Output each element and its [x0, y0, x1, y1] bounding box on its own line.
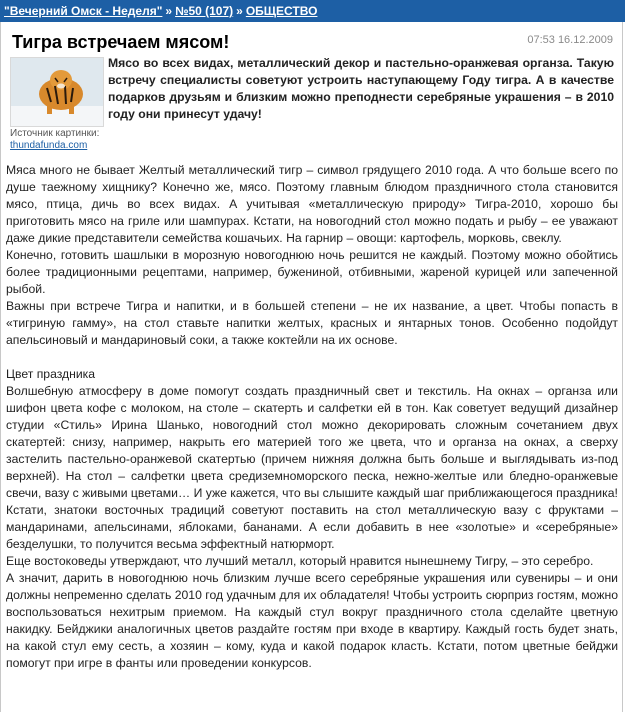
- article-lead: Мясо во всех видах, металлический декор и пастельно-оранжевая органза. Такую встречу специалисты советуют устроить наступающему Году тигра. А в качестве подарков друзьям и близким можно преподнести серебряные украшения – в 2010 году они принесут удачу!: [108, 56, 614, 121]
- breadcrumb: [0, 0, 625, 22]
- paragraph: Конечно, готовить шашлыки в морозную новогоднюю ночь решится не каждый. Поэтому можно обойтись более традиционными рецептами, например, бужениной, отбивными, жареной курицей или запеченной рыбой.: [6, 248, 618, 296]
- breadcrumb-separator: »: [236, 4, 243, 18]
- paragraph: Важны при встрече Тигра и напитки, и в большей степени – не их название, а цвет. Чтобы попасть в «тигриную гамму», на стол ставьте напитки желтых, красных и янтарных тонов. Особенно подойдут апельсиновый и мандариновый соки, а также коктейли на их основе.: [6, 299, 618, 347]
- paragraph: Еще востоковеды утверждают, что лучший металл, который нравится нынешнему Тигру, – это серебро.: [6, 554, 594, 568]
- image-caption: [10, 128, 106, 152]
- breadcrumb-separator: »: [165, 4, 173, 18]
- paragraph: Мяса много не бывает Желтый металлический тигр – символ грядущего 2010 года. А что больше всего по душе таежному хищнику? Конечно же, мясо. Поэтому главным блюдом праздничного стола становится мясо, птица, дичь во всех видах. А учитывая «металлическую природу» Тигра-2010, хорошо бы приготовить мясо на гриле или шампурах. Кстати, на новогодний стол можно подать и рыбу – ее уважают даже дикие представители семейства кошачьих. На гарнир – овощи: картофель, морковь, свеклу.: [6, 163, 618, 245]
- paragraph: Кстати, знатоки восточных традиций советуют поставить на стол металлическую вазу с фруктами – мандаринами, апельсинами, яблоками, бананами. А если добавить в нее «золотые» и «серебряные» безделушки, то получится весьма эффектный натюрморт.: [6, 503, 618, 551]
- article-title: Тигра встречаем мясом!: [12, 32, 230, 52]
- tiger-photo: [10, 57, 104, 127]
- image-source-link[interactable]: thundafunda.com: [10, 140, 88, 151]
- article-timestamp: 07:53 16.12.2009: [527, 34, 613, 46]
- breadcrumb-link-section[interactable]: ОБЩЕСТВО: [245, 4, 318, 18]
- tiger-image-icon: [11, 58, 103, 126]
- article-body: [6, 162, 618, 672]
- paragraph-gap: [6, 349, 618, 366]
- paragraph: Волшебную атмосферу в доме помогут создать праздничный свет и текстиль. На окнах – органза или шифон цвета кофе с молоком, на столе – скатерть и салфетки ей в тон. Как советует ведущий дизайнер студии «Стиль» Ирина Шанько, новогодний стол можно декорировать сложным сочетанием двух скатертей: снизу, например, накрыть его материей того же цвета, что и органза на окнах, а сверху застелить пастельно-оранжевой скатертью (причем нижняя должна быть больше и выглядывать из-под верхней). На стол – салфетки цвета средиземноморского песка, нежно-желтые или бледно-оранжевые свечи, вазу с живыми цветами… И уже кажется, что вы слышите каждый шаг приближающегося праздника!: [6, 384, 618, 500]
- image-caption-label: Источник картинки:: [10, 128, 100, 139]
- breadcrumb-link-newspaper[interactable]: "Вечерний Омск - Неделя": [4, 4, 163, 18]
- paragraph: А значит, дарить в новогоднюю ночь близким лучше всего серебряные украшения или сувениры – и они должны непременно сделать 2010 год удачным для их обладателя! Чтобы устроить сюрприз гостям, можно воспользоваться нехитрым приемом. На каждый стул вокруг праздничного стола сделайте цветную накидку. Бейджики аналогичных цветов раздайте гостям при входе в квартиру. Каждый гость будет знать, на какой стул ему сесть, а хозяин – кому, куда и какой подарок класть. Кстати, потом цветные бейджи помогут при игре в фанты или проведении конкурсов.: [6, 571, 618, 670]
- section-subheading: Цвет праздника: [6, 367, 96, 381]
- breadcrumb-link-issue[interactable]: №50 (107): [175, 4, 234, 18]
